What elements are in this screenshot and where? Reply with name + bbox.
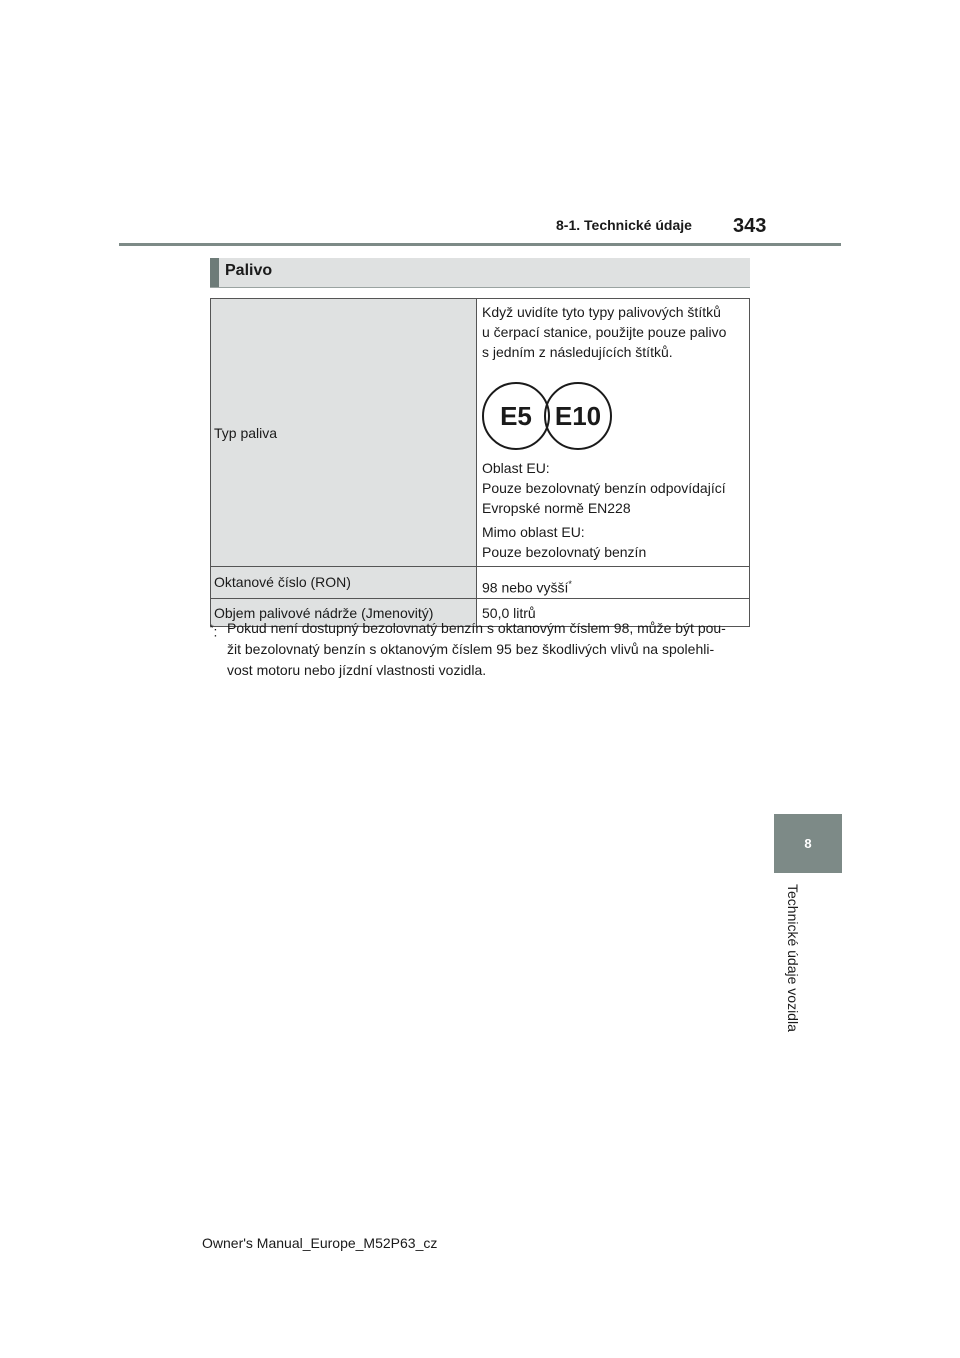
fuel-intro-line: u čerpací stanice, použijte pouze palivo (482, 324, 727, 340)
tank-value: 50,0 litrů (482, 604, 536, 621)
eu-line: Oblast EU: (482, 460, 550, 476)
octane-value-cell (477, 567, 750, 599)
page-number: 343 (733, 215, 767, 237)
fuel-label-badges (482, 382, 749, 450)
table-row-octane (211, 567, 750, 599)
footnote-line: vost motoru nebo jízdní vlastnosti vozidla. (227, 662, 487, 678)
fuel-type-label: Typ paliva (214, 424, 278, 441)
header-section-title: 8-1. Technické údaje (556, 217, 692, 233)
section-accent (210, 258, 219, 287)
footnote-mark: * (210, 623, 214, 633)
footnote-line: Pokud není dostupný bezolovnatý benzín s oktanovým číslem 98, může být pou- (227, 620, 726, 636)
tank-label: Objem palivové nádrže (Jmenovitý) (214, 604, 434, 621)
table-row-fuel-type (211, 299, 750, 567)
footer-manual-id: Owner's Manual_Europe_M52P63_cz (202, 1235, 438, 1251)
fuel-badge-e5: E5 (482, 382, 550, 450)
section-heading-bar (210, 258, 750, 288)
chapter-title: Technické údaje vozidla (785, 884, 801, 1032)
footnote-line: žit bezolovnatý benzín s oktanovým číslem 95 bez škodlivých vlivů na spolehli- (227, 641, 715, 657)
section-title: Palivo (225, 262, 273, 279)
non-eu-line: Pouze bezolovnatý benzín (482, 544, 647, 560)
fuel-badge-e10: E10 (544, 382, 612, 450)
eu-line: Evropské normě EN228 (482, 500, 631, 516)
chapter-tab (774, 814, 842, 873)
chapter-number: 8 (804, 836, 812, 851)
octane-label-cell (211, 567, 477, 599)
fuel-type-label-cell (211, 299, 477, 567)
fuel-spec-table (210, 298, 750, 627)
footnote: *: Pokud není dostupný bezolovnatý benzín s oktanovým číslem 98, může být pou- žit bezolovnatý benzín s oktanovým číslem 95 bez škodlivých vlivů na spolehli- vost motoru nebo jízdní vlastnosti vozidla. (210, 618, 750, 681)
fuel-intro-line: s jedním z následujících štítků. (482, 344, 673, 360)
header-divider (119, 243, 841, 246)
non-eu-line: Mimo oblast EU: (482, 524, 585, 540)
octane-label: Oktanové číslo (RON) (214, 574, 351, 590)
fuel-type-value-cell (477, 299, 750, 567)
eu-line: Pouze bezolovnatý benzín odpovídající (482, 480, 726, 496)
fuel-intro-line: Když uvidíte tyto typy palivových štítků (482, 304, 721, 320)
octane-value: 98 nebo vyšší (482, 579, 569, 596)
octane-footnote-mark: * (568, 579, 572, 589)
